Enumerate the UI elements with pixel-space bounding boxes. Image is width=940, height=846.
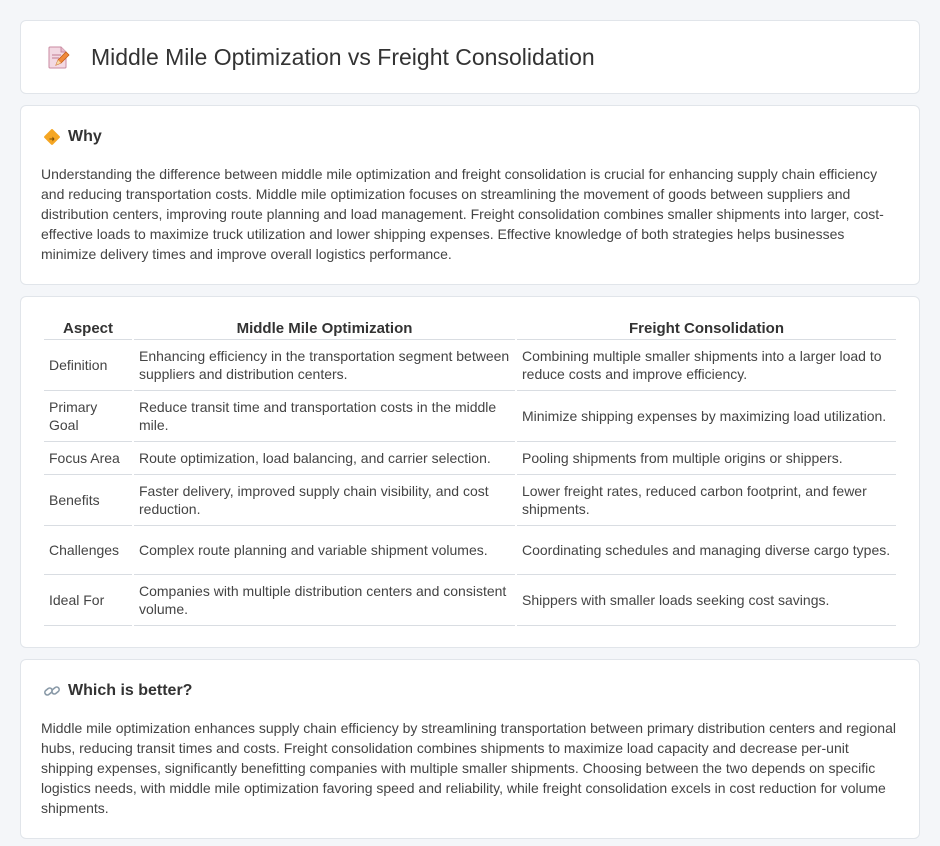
cell-middle-mile: Complex route planning and variable shipment volumes. (134, 526, 515, 575)
cell-freight-consolidation: Combining multiple smaller shipments into a larger load to reduce costs and improve efficiency. (517, 340, 896, 391)
cell-middle-mile: Companies with multiple distribution centers and consistent volume. (134, 575, 515, 626)
cell-middle-mile: Route optimization, load balancing, and carrier selection. (134, 442, 515, 475)
why-heading (41, 128, 899, 146)
cell-aspect: Benefits (44, 475, 132, 526)
better-title: Which is better? (68, 682, 193, 699)
table-row (44, 475, 896, 526)
cell-middle-mile: Enhancing efficiency in the transportation segment between suppliers and distribution centers. (134, 340, 515, 391)
page-title: Middle Mile Optimization vs Freight Consolidation (91, 43, 595, 70)
cell-aspect: Challenges (44, 526, 132, 575)
cell-aspect: Primary Goal (44, 391, 132, 442)
header-middle-mile: Middle Mile Optimization (134, 317, 515, 340)
better-section (20, 659, 920, 839)
table-row (44, 526, 896, 575)
table-row (44, 340, 896, 391)
cell-freight-consolidation: Pooling shipments from multiple origins or shippers. (517, 442, 896, 475)
document-edit-icon (45, 44, 71, 70)
header-card (20, 20, 920, 94)
cell-middle-mile: Reduce transit time and transportation costs in the middle mile. (134, 391, 515, 442)
header-aspect: Aspect (44, 317, 132, 340)
why-section (20, 105, 920, 285)
table-header-row (44, 317, 896, 340)
why-text: Understanding the difference between middle mile optimization and freight consolidation is crucial for enhancing supply chain efficiency and reducing transportation costs. Middle mile optimization focuses on streamlining the movement of goods between suppliers and distribution centers, improving route planning and load management. Freight consolidation combines smaller shipments into larger, cost-effective loads to maximize truck utilization and lower shipping expenses. Effective knowledge of both strategies helps businesses minimize delivery times and improve overall logistics performance. (41, 166, 884, 262)
why-title: Why (68, 128, 102, 145)
table-row (44, 391, 896, 442)
diamond-sign-icon (43, 128, 61, 146)
cell-freight-consolidation: Shippers with smaller loads seeking cost savings. (517, 575, 896, 626)
cell-freight-consolidation: Lower freight rates, reduced carbon footprint, and fewer shipments. (517, 475, 896, 526)
better-heading (41, 682, 899, 700)
header-freight-consolidation: Freight Consolidation (517, 317, 896, 340)
cell-aspect: Definition (44, 340, 132, 391)
cell-aspect: Ideal For (44, 575, 132, 626)
table-row (44, 575, 896, 626)
cell-aspect: Focus Area (44, 442, 132, 475)
comparison-table (42, 317, 898, 626)
comparison-card (20, 296, 920, 648)
better-text: Middle mile optimization enhances supply chain efficiency by streamlining transportation between primary distribution centers and regional hubs, reducing transit times and costs. Freight consolidation combines shipments to maximize load capacity and decrease per-unit shipping expenses, significantly benefitting companies with multiple smaller shipments. Choosing between the two depends on specific logistics needs, with middle mile optimization favoring speed and reliability, while freight consolidation excels in cost reduction for volume shipments. (41, 720, 896, 816)
cell-freight-consolidation: Coordinating schedules and managing diverse cargo types. (517, 526, 896, 575)
link-icon (43, 682, 61, 700)
cell-middle-mile: Faster delivery, improved supply chain visibility, and cost reduction. (134, 475, 515, 526)
cell-freight-consolidation: Minimize shipping expenses by maximizing load utilization. (517, 391, 896, 442)
table-row (44, 442, 896, 475)
